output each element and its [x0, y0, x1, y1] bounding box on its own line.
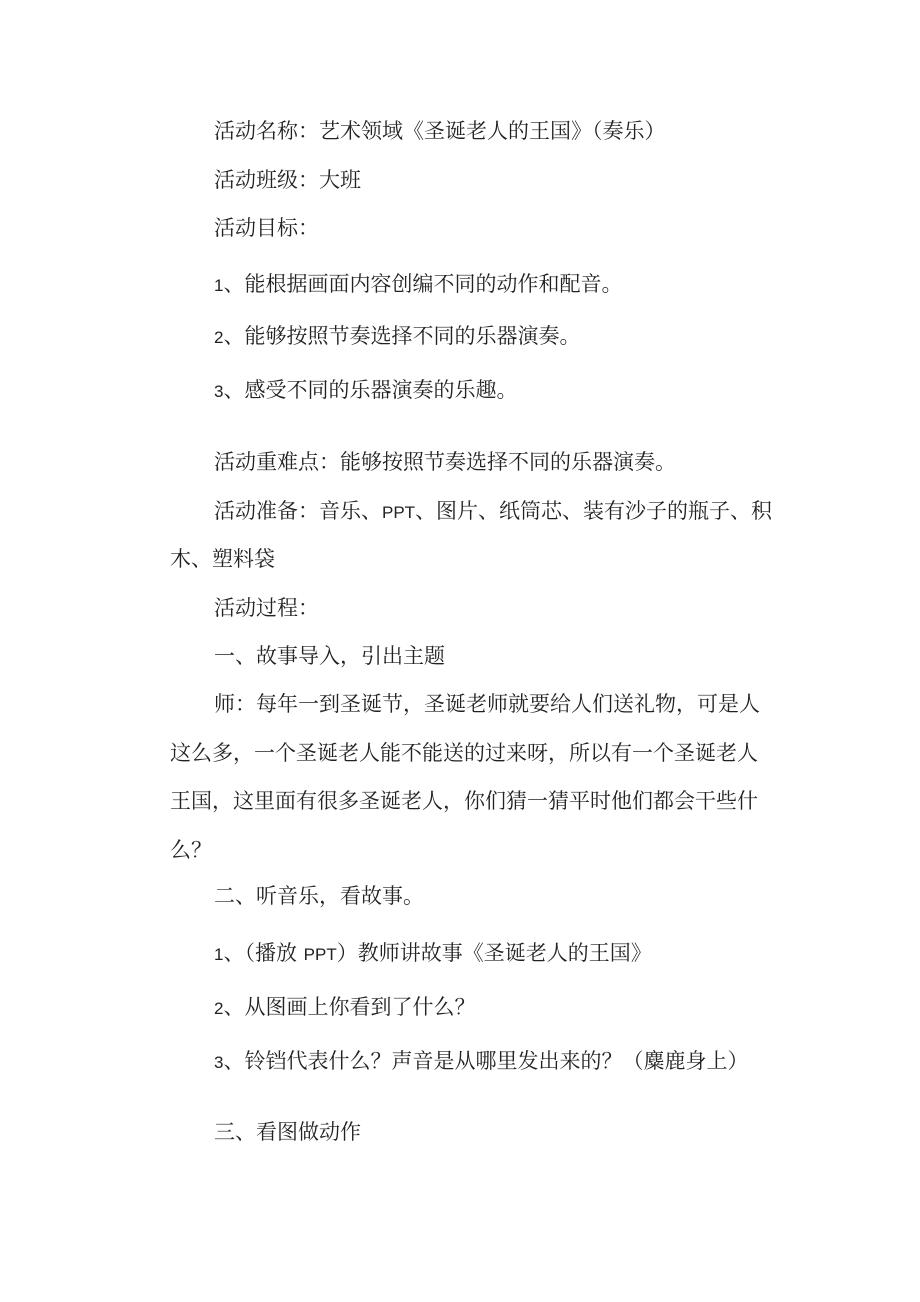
- item-number: 2: [214, 999, 224, 1018]
- item-text: 、铃铛代表什么？声音是从哪里发出来的？（麋鹿身上）: [223, 1049, 749, 1073]
- item-number: 3: [214, 1053, 224, 1072]
- preparation-text: 、图片、纸筒芯、装有沙子的瓶子、积: [415, 499, 773, 523]
- teacher-line: 这么多，一个圣诞老人能不能送的过来呀，所以有一个圣诞老人: [170, 741, 758, 765]
- item-text: 、（播放: [223, 941, 304, 965]
- preparation-continuation: 木、塑料袋: [170, 547, 275, 571]
- goal-text: 、能根据画面内容创编不同的动作和配音。: [223, 272, 623, 296]
- preparation-text: 活动准备：音乐、: [214, 499, 382, 523]
- goal-item: [214, 322, 580, 352]
- goal-text: 、能够按照节奏选择不同的乐器演奏。: [223, 324, 581, 348]
- goal-item: [214, 376, 517, 406]
- teacher-line: 师：每年一到圣诞节，圣诞老师就要给人们送礼物，可是人: [214, 692, 760, 716]
- item-number: 1: [214, 945, 224, 964]
- ppt-label: PPT: [382, 503, 416, 522]
- goal-number: 3: [214, 382, 224, 401]
- section-title: 三、看图做动作: [214, 1120, 361, 1144]
- activity-class: 活动班级：大班: [214, 168, 361, 192]
- process-heading: 活动过程：: [214, 596, 319, 620]
- goals-heading: 活动目标：: [214, 216, 319, 240]
- section-title: 二、听音乐，看故事。: [214, 884, 424, 908]
- goal-number: 1: [214, 276, 224, 295]
- teacher-line: 王国，这里面有很多圣诞老人，你们猜一猜平时他们都会干些什: [170, 789, 758, 813]
- teacher-line: 么？: [170, 838, 212, 862]
- process-item: [214, 993, 475, 1023]
- process-item: [214, 939, 652, 969]
- activity-name: 活动名称：艺术领域《圣诞老人的王国》（奏乐）: [214, 119, 666, 143]
- goal-text: 、感受不同的乐器演奏的乐趣。: [223, 378, 518, 402]
- item-text: 、从图画上你看到了什么？: [223, 995, 476, 1019]
- goal-item: [214, 270, 622, 300]
- section-title: 一、故事导入，引出主题: [214, 644, 445, 668]
- ppt-label: PPT: [303, 945, 337, 964]
- process-item: [214, 1047, 748, 1077]
- key-points: 活动重难点：能够按照节奏选择不同的乐器演奏。: [214, 450, 676, 474]
- goal-number: 2: [214, 328, 224, 347]
- preparation-line: [214, 497, 772, 527]
- item-text: ）教师讲故事《圣诞老人的王国》: [336, 941, 652, 965]
